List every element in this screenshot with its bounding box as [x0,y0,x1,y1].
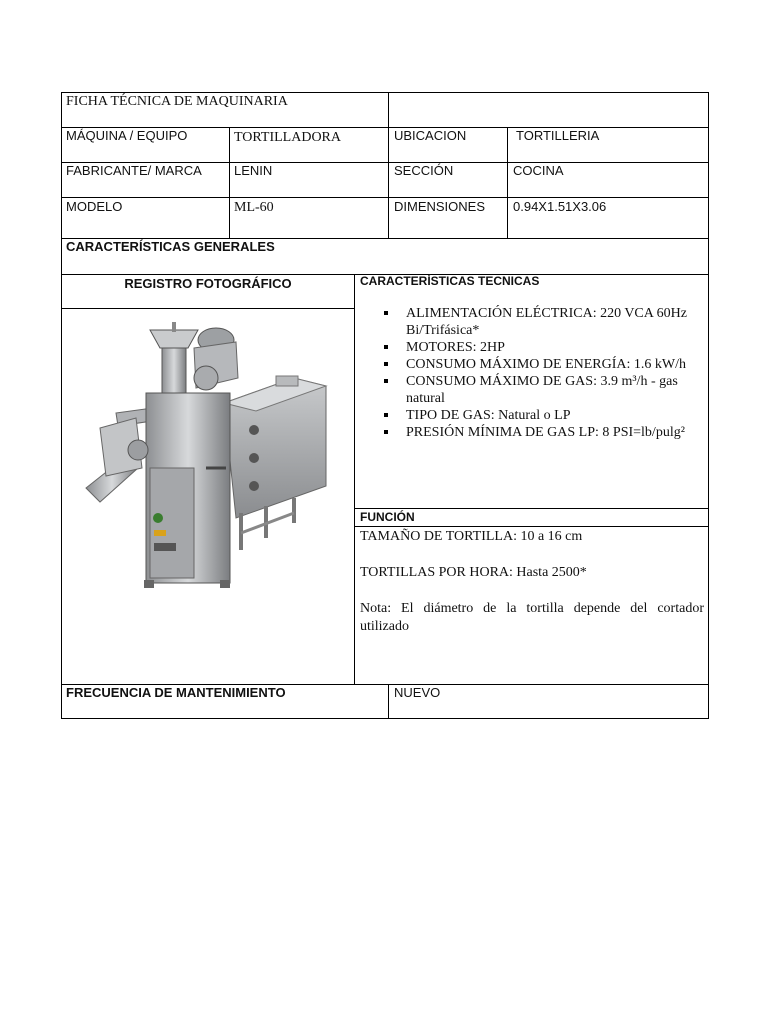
table-border-bottom [61,718,709,719]
spec-item: CONSUMO MÁXIMO DE ENERGÍA: 1.6 kW/h [362,356,704,373]
model-value: ML-60 [234,200,274,215]
spec-item: TIPO DE GAS: Natural o LP [362,407,704,424]
table-border-top [61,92,709,93]
dimensions-value: 0.94X1.51X3.06 [513,199,607,214]
col-divider [388,92,389,238]
model-label: MODELO [66,199,123,214]
spec-item: PRESIÓN MÍNIMA DE GAS LP: 8 PSI=lb/pulg² [362,424,704,441]
technical-specs-list [362,305,704,441]
spec-item: MOTORES: 2HP [362,339,704,356]
table-border-left [61,92,62,719]
spec-item: ALIMENTACIÓN ELÉCTRICA: 220 VCA 60Hz Bi/Trifásica* [362,305,704,339]
general-heading: CARACTERÍSTICAS GENERALES [66,239,275,254]
tortilla-size: TAMAÑO DE TORTILLA: 10 a 16 cm [360,529,583,544]
tortilla-machine-photo [76,318,338,600]
col-divider [388,684,389,718]
dimensions-label: DIMENSIONES [394,199,486,214]
machine-value: TORTILLADORA [234,130,342,145]
col-divider [229,127,230,238]
spec-item: CONSUMO MÁXIMO DE GAS: 3.9 m³/h - gas natural [362,373,704,407]
maker-label: FABRICANTE/ MARCA [66,163,202,178]
maintenance-value: NUEVO [394,685,441,700]
section-value: COCINA [513,163,564,178]
function-heading: FUNCIÓN [360,510,415,524]
function-note: Nota: El diámetro de la tortilla depende del cortador utilizado [360,601,704,634]
photo-heading: REGISTRO FOTOGRÁFICO [124,276,292,291]
tortillas-per-hour: TORTILLAS POR HORA: Hasta 2500* [360,565,587,580]
section-label: SECCIÓN [394,163,454,178]
row-divider [61,308,354,309]
row-divider [354,526,709,527]
machine-label: MÁQUINA / EQUIPO [66,128,188,143]
table-border-right [708,92,709,719]
col-divider [507,127,508,238]
row-divider [61,197,709,198]
col-divider [354,274,355,684]
technical-heading: CARACTERÍSTICAS TECNICAS [360,274,540,288]
maintenance-label: FRECUENCIA DE MANTENIMIENTO [66,685,286,700]
function-block [360,528,704,654]
sheet-title: FICHA TÉCNICA DE MAQUINARIA [66,94,288,109]
maker-value: LENIN [234,163,273,178]
location-value: TORTILLERIA [516,128,600,143]
location-label: UBICACION [394,128,467,143]
